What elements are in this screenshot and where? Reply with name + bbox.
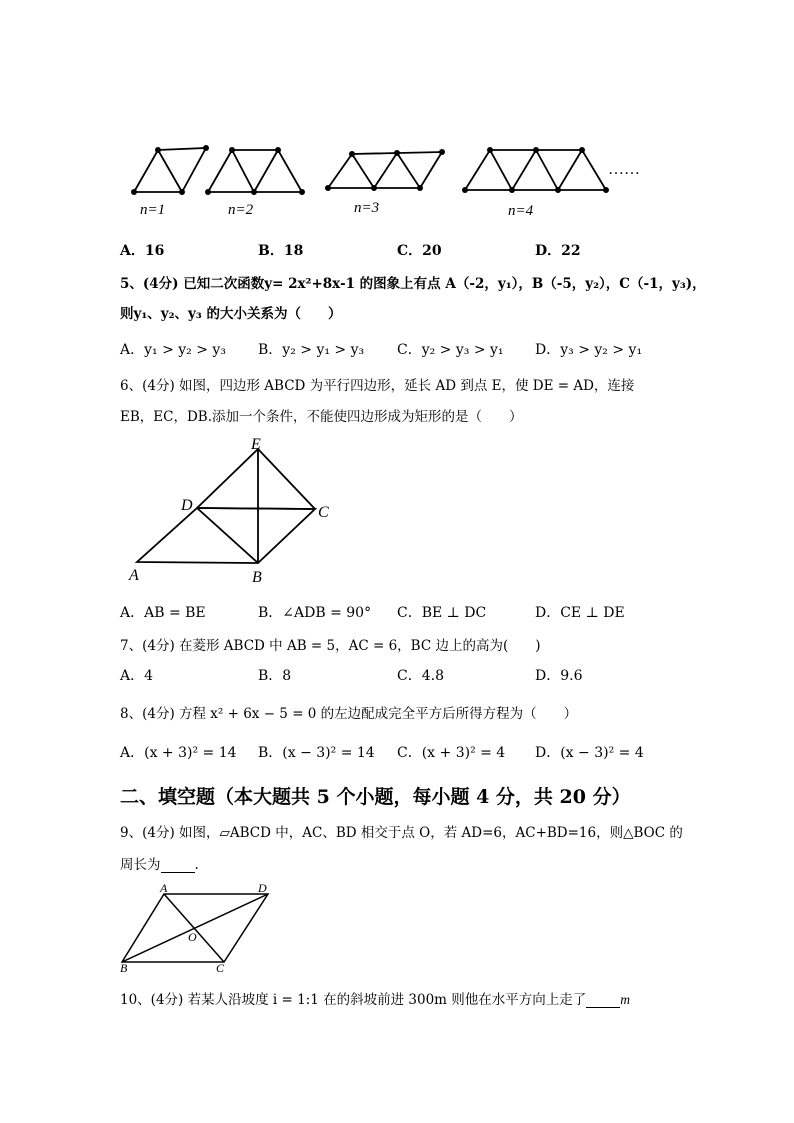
q10-text-line1 — [120, 988, 630, 1008]
q5-option-c: C．y₂ > y₃ > y₁ — [397, 342, 504, 358]
label-n4: n=4 — [508, 203, 534, 219]
point-b-label: B — [120, 961, 128, 974]
q7-option-b: B．8 — [258, 668, 292, 684]
q5-text-line2: 则y₁、y₂、y₃ 的大小关系为（ ） — [120, 306, 342, 322]
q5-text-line1: 5、(4分) 已知二次函数y= 2x²+8x-1 的图象上有点 A（-2，y₁），B（-5，y₂），C（-1，y₃)， — [120, 276, 706, 292]
point-o-label: O — [188, 930, 197, 944]
q5-option-b: B．y₂ > y₁ > y₃ — [258, 342, 365, 358]
triangle-pattern-figure — [120, 138, 660, 220]
q9-line2-end: . — [194, 857, 199, 873]
q4-option-c: C．20 — [397, 243, 442, 259]
q4-option-d: D．22 — [535, 243, 581, 259]
label-n2: n=2 — [228, 202, 254, 218]
ellipsis: …… — [608, 161, 640, 178]
q10-unit: m — [620, 992, 631, 1007]
point-b-label: B — [252, 569, 262, 586]
q9-text-line1: 9、(4分) 如图，▱ABCD 中，AC、BD 相交于点 O，若 AD=6，AC+BD=16，则△BOC 的 — [120, 825, 683, 841]
q8-text-line1: 8、(4分) 方程 x² + 6x − 5 = 0 的左边配成完全平方后所得方程为（ ） — [120, 706, 578, 722]
q4-option-b: B．18 — [258, 243, 304, 259]
q7-text-line1: 7、(4分) 在菱形 ABCD 中 AB = 5，AC = 6，BC 边上的高为( ) — [120, 638, 541, 654]
q7-option-a: A．4 — [120, 668, 154, 684]
q6-text-line2: EB，EC，DB.添加一个条件，不能使四边形成为矩形的是（ ） — [120, 409, 523, 425]
q6-text-line1: 6、(4分) 如图，四边形 ABCD 为平行四边形，延长 AD 到点 E，使 DE = AD，连接 — [120, 378, 635, 394]
point-e-label: E — [251, 436, 261, 453]
q10-text: 10、(4分) 若某人沿坡度 i = 1:1 在的斜坡前进 300m 则他在水平方向上走了 — [120, 992, 587, 1008]
q6-option-b: B．∠ADB = 90° — [258, 605, 372, 621]
q6-option-a: A．AB = BE — [120, 605, 206, 621]
q5-option-d: D．y₃ > y₂ > y₁ — [535, 342, 643, 358]
point-c-label: C — [318, 504, 329, 521]
point-c-label: C — [216, 961, 225, 974]
q6-option-d: D．CE ⊥ DE — [535, 605, 625, 621]
q8-option-a: A．(x + 3)² = 14 — [120, 745, 237, 761]
q9-text-line2 — [120, 853, 199, 873]
q9-line2-prefix: 周长为 — [120, 857, 161, 873]
q4-option-a: A．16 — [120, 243, 165, 259]
point-a-label: A — [129, 567, 139, 584]
q9-answer-blank[interactable] — [161, 858, 195, 873]
q8-option-c: C．(x + 3)² = 4 — [397, 745, 506, 761]
point-d-label: D — [181, 497, 193, 514]
q5-option-a: A．y₁ > y₂ > y₃ — [120, 342, 226, 358]
label-n1: n=1 — [140, 202, 166, 218]
q7-option-d: D．9.6 — [535, 668, 583, 684]
q7-option-c: C．4.8 — [397, 668, 444, 684]
point-a-label: A — [160, 882, 168, 895]
q8-option-d: D．(x − 3)² = 4 — [535, 745, 644, 761]
point-d-label: D — [258, 882, 267, 895]
q10-answer-blank[interactable] — [586, 993, 620, 1008]
section2-title: 二、填空题（本大题共 5 个小题，每小题 4 分，共 20 分） — [120, 786, 631, 808]
q6-option-c: C．BE ⊥ DC — [397, 605, 487, 621]
label-n3: n=3 — [354, 200, 380, 216]
q9-parallelogram-figure — [118, 882, 278, 974]
q8-option-b: B．(x − 3)² = 14 — [258, 745, 375, 761]
q6-parallelogram-figure — [125, 435, 345, 587]
